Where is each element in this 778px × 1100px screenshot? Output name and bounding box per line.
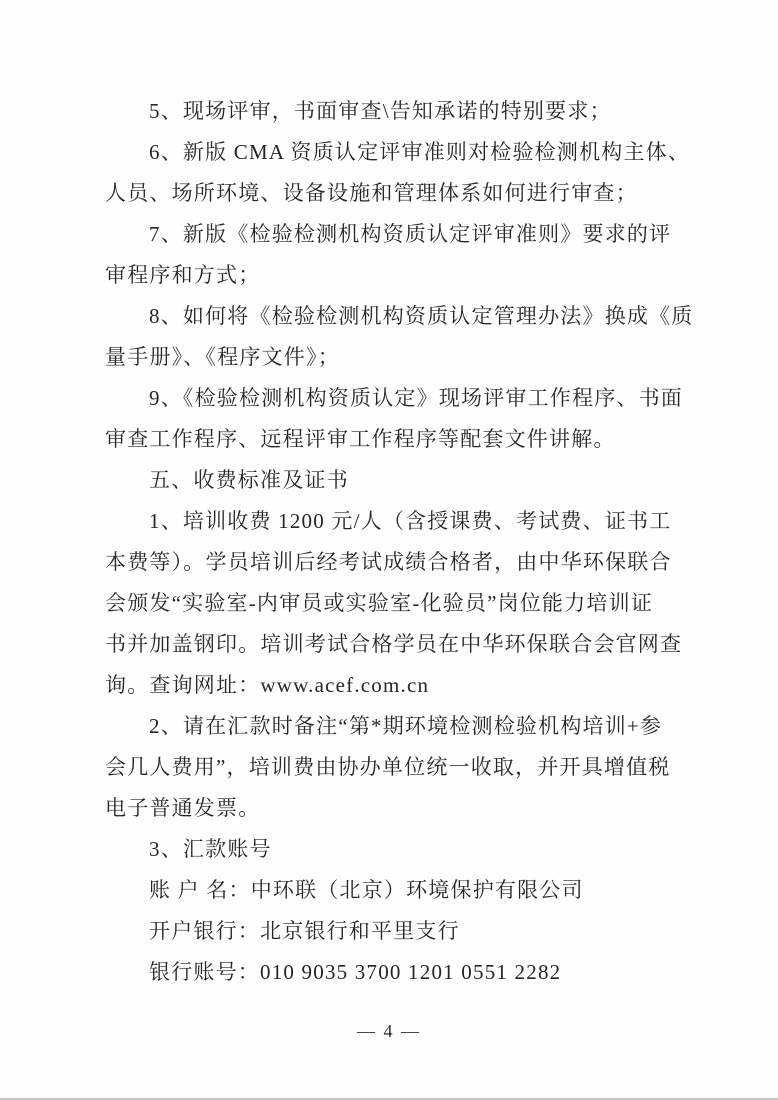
paragraph-fee-item-3 bbox=[105, 829, 670, 870]
text-line: 6、新版 CMA 资质认定评审准则对检验检测机构主体、 bbox=[149, 140, 691, 164]
text-line: 五、收费标准及证书 bbox=[149, 468, 349, 492]
paragraph-account-name bbox=[105, 870, 670, 911]
paragraph-bank-name bbox=[105, 911, 670, 952]
text-line: 本费等）。学员培训后经考试成绩合格者，由中华环保联合 bbox=[105, 550, 672, 574]
text-line: 5、现场评审，书面审查\告知承诺的特别要求； bbox=[149, 99, 612, 123]
text-line: 审查工作程序、远程评审工作程序等配套文件讲解。 bbox=[105, 427, 616, 451]
text-line: 书并加盖钢印。培训考试合格学员在中华环保联合会官网查 bbox=[105, 632, 683, 656]
text-line: 开户银行：北京银行和平里支行 bbox=[149, 919, 460, 943]
paragraph-fee-item-2 bbox=[105, 706, 670, 829]
text-line: 1、培训收费 1200 元/人（含授课费、考试费、证书工 bbox=[149, 509, 672, 533]
paragraph-bank-account bbox=[105, 952, 670, 993]
text-line: 量手册》、《程序文件》； bbox=[105, 345, 340, 369]
text-line: 账 户 名：中环联（北京）环境保护有限公司 bbox=[149, 878, 584, 902]
text-line: 会颁发“实验室-内审员或实验室-化验员”岗位能力培训证 bbox=[105, 591, 654, 615]
paragraph-item-5 bbox=[105, 91, 670, 132]
text-line: 银行账号：010 9035 3700 1201 0551 2282 bbox=[149, 960, 562, 984]
text-line: 电子普通发票。 bbox=[105, 796, 261, 820]
text-line: 人员、场所环境、设备设施和管理体系如何进行审查； bbox=[105, 181, 638, 205]
page-number: — 4 — bbox=[357, 1021, 421, 1041]
paragraph-fee-item-1 bbox=[105, 501, 683, 706]
text-line: 审程序和方式； bbox=[105, 263, 261, 287]
paragraph-item-7 bbox=[105, 214, 670, 296]
paragraph-section-5-heading bbox=[105, 460, 670, 501]
text-line: 询。查询网址：www.acef.com.cn bbox=[105, 673, 430, 697]
text-line: 2、请在汇款时备注“第*期环境检测检验机构培训+参 bbox=[149, 714, 663, 738]
text-line: 8、如何将《检验检测机构资质认定管理办法》换成《质 bbox=[149, 304, 694, 328]
text-line: 7、新版《检验检测机构资质认定评审准则》要求的评 bbox=[149, 222, 672, 246]
paragraph-item-6 bbox=[105, 132, 691, 214]
text-line: 会几人费用”，培训费由协办单位统一收取，并开具增值税 bbox=[105, 755, 671, 779]
paragraph-item-8 bbox=[105, 296, 694, 378]
paragraph-item-9 bbox=[105, 378, 683, 460]
text-line: 3、汇款账号 bbox=[149, 837, 272, 861]
text-line: 9、《检验检测机构资质认定》现场评审工作程序、书面 bbox=[149, 386, 683, 410]
